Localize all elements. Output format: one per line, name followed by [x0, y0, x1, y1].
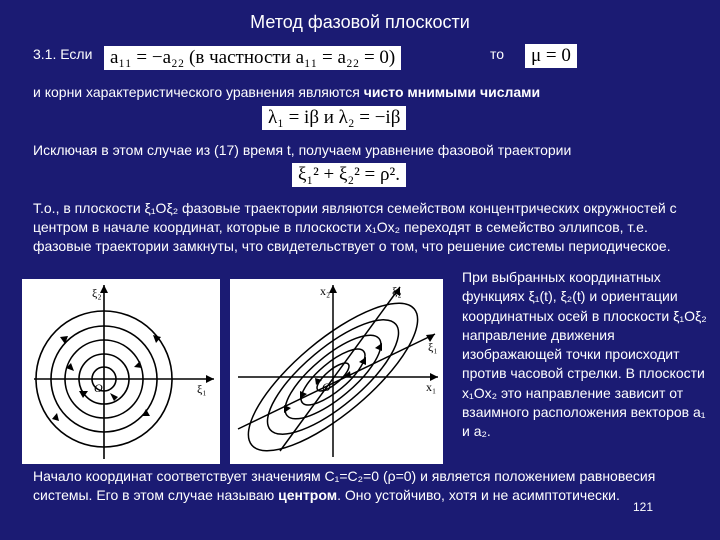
- page-number: 121: [633, 500, 654, 514]
- axis-xi1-label: ξ₁: [197, 382, 207, 396]
- origin-label-left: O: [94, 381, 103, 395]
- formula-mu: μ = 0: [525, 44, 577, 68]
- figure-circles: [22, 279, 220, 464]
- equilibrium-text-1: Начало координат соответствует значениям C₁=C₂=0 (ρ=0) и является положением равновесия системы. Его в этом случае называю: [33, 468, 656, 503]
- roots-sentence: [33, 83, 540, 102]
- center-term: центром: [278, 487, 338, 503]
- roots-sentence-plain: и корни характеристического уравнения являются: [33, 84, 364, 100]
- side-explanation: При выбранных координатных функциях ξ₁(t), ξ₂(t) и ориентации координатных осей в плоскости ξ₁Oξ₂ направление движения изображающей точки происходит против часовой стрелки. В плоскости x₁Ox₂ это направление зависит от взаимного расположения векторов a₁ и a₂.: [462, 269, 707, 440]
- formula-circle: ξ₁² + ξ₂² = ρ².: [292, 163, 406, 187]
- formula-roots: λ₁ = iβ и λ₂ = −iβ: [262, 106, 406, 130]
- axis-xi1-label-right: ξ₁: [428, 340, 438, 354]
- axis-x2-label: x₂: [320, 284, 331, 298]
- axis-xi2-label-right: ξ₂: [392, 284, 402, 298]
- formula-condition: a₁₁ = −a₂₂ (в частности a₁₁ = a₂₂ = 0): [104, 46, 401, 70]
- roots-sentence-bold: чисто мнимыми числами: [363, 84, 541, 100]
- condition-then: то: [490, 46, 505, 62]
- equilibrium-text-2: . Оно устойчиво, хотя и не асимптотически.: [337, 487, 620, 503]
- axis-x1-label: x₁: [426, 380, 437, 394]
- figure-ellipses: [230, 279, 443, 464]
- origin-label-right: O: [322, 380, 331, 394]
- paragraph-circles: Т.о., в плоскости ξ₁Oξ₂ фазовые траектории являются семейством концентрических окружностей с центром в начале координат, которые в плоскости x₁Ox₂ переходят в семейство эллипсов, т.е. фазовые траектории замкнуты, что свидетельствует о том, что решение системы периодическое.: [33, 200, 677, 254]
- equilibrium-paragraph: [33, 467, 673, 505]
- axis-xi2-label: ξ₂: [92, 286, 102, 300]
- trajectory-sentence: Исключая в этом случае из (17) время t, получаем уравнение фазовой траектории: [33, 142, 572, 158]
- condition-prefix: 3.1. Если: [33, 46, 93, 62]
- slide-title: Метод фазовой плоскости: [250, 12, 470, 32]
